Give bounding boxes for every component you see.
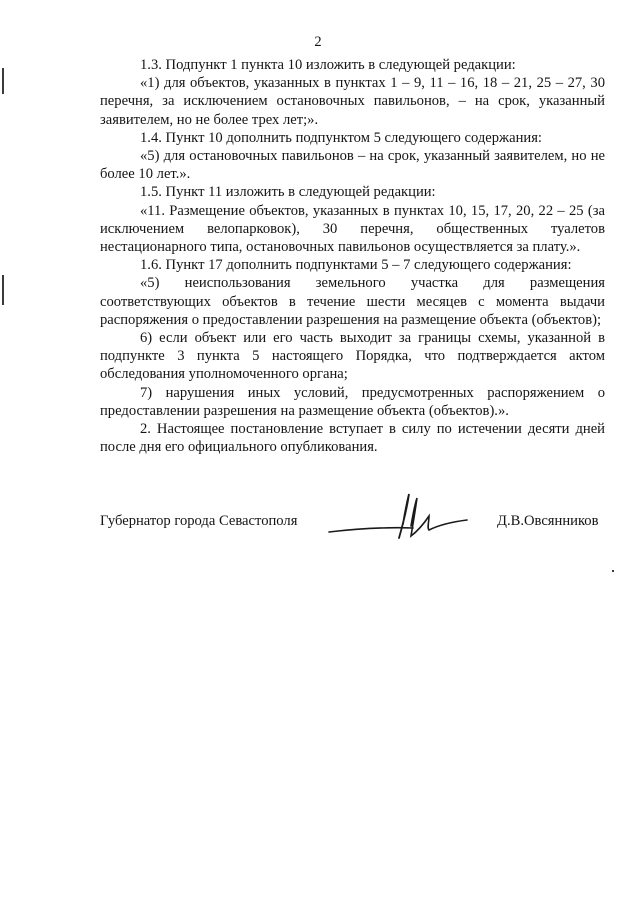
paragraph: 1.5. Пункт 11 изложить в следующей редакции: (140, 184, 436, 201)
paragraph: 1.6. Пункт 17 дополнить подпунктами 5 – 7 следующего содержания: (140, 257, 572, 274)
handwritten-signature (325, 490, 475, 555)
paragraph: «5) для остановочных павильонов – на срок, указанный заявителем, но не более 10 лет.». (100, 148, 605, 183)
paragraph: 6) если объект или его часть выходит за границы схемы, указанной в подпункте 3 пункта 5 настоящего Порядка, что подтверждается актом обследования уполномоченного органа; (100, 330, 605, 383)
paragraph: «11. Размещение объектов, указанных в пунктах 10, 15, 17, 20, 22 – 25 (за исключением велопарковок), 30 перечня, общественных туалетов нестационарного типа, остановочных павильонов осуществляется за плату.». (100, 202, 605, 256)
paragraph: 7) нарушения иных условий, предусмотренных распоряжением о предоставлении разрешения на размещение объекта (объектов).». (100, 384, 605, 419)
signatory-name: Д.В.Овсянников (497, 513, 599, 529)
document-body (100, 56, 605, 456)
page-number: 2 (314, 34, 322, 50)
scan-dot (612, 570, 614, 572)
paragraph: «1) для объектов, указанных в пунктах 1 – 9, 11 – 16, 18 – 21, 25 – 27, 30 перечня, за исключением остановочных павильонов, – на срок, указанный заявителем, но не более трех лет;». (100, 75, 605, 128)
paragraph: 1.3. Подпункт 1 пункта 10 изложить в следующей редакции: (140, 57, 516, 73)
scan-edge-mark (2, 68, 4, 94)
paragraph: «5) неиспользования земельного участка для размещения соответствующих объектов в течение шести месяцев с момента выдачи распоряжения о предоставлении разрешения на размещение объекта (объектов); (100, 275, 605, 328)
signatory-title: Губернатор города Севастополя (100, 513, 298, 529)
paragraph: 1.4. Пункт 10 дополнить подпунктом 5 следующего содержания: (140, 129, 542, 146)
scan-edge-mark (2, 275, 4, 305)
paragraph: 2. Настоящее постановление вступает в силу по истечении десяти дней после дня его официального опубликования. (100, 421, 605, 456)
